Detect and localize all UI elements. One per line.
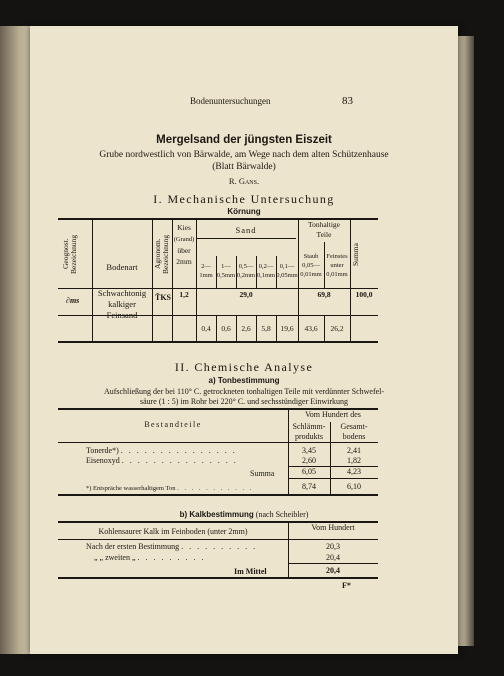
section-mechanical-heading: I. Mechanische Untersuchung — [153, 192, 335, 206]
cell-kies: 1,2 — [179, 290, 189, 299]
footnote-a: 8,74 — [302, 482, 316, 491]
row-eisenoxyd-a: 2,60 — [302, 456, 316, 465]
sand-divider — [196, 315, 296, 316]
mean-value: 20,4 — [326, 566, 340, 575]
footnote-b: 6,10 — [347, 482, 361, 491]
page-number: 83 — [342, 95, 353, 107]
col-header-summa: Summa — [351, 243, 360, 267]
sand-range-4: 0,2— 0,1mm — [256, 263, 276, 279]
col-header-sand: Sand — [235, 225, 257, 235]
page-title: Mergelsand der jüngsten Eiszeit — [156, 134, 332, 146]
book-page — [30, 26, 458, 654]
section-koernung-heading: Körnung — [227, 207, 261, 216]
col-header-kalk: Kohlensaurer Kalk im Feinboden (unter 2mm) — [98, 527, 248, 536]
sand-range-5: 0,1— 0,05mm — [276, 263, 298, 279]
cell-feinstes-value: 26,2 — [330, 324, 344, 333]
col-header-kies: Kies (Grand) über 2mm — [173, 223, 195, 266]
cell-geognost: ∂ms — [66, 296, 80, 305]
row-second-determination: „ „ zweiten „ . . . . . . . . . — [94, 553, 206, 562]
footnote: *) Entspräche wasserhaltigem Ton . . . . . . . . . . . — [86, 485, 254, 492]
cell-summa: 100,0 — [355, 290, 373, 299]
col-header-bodenart: Bodenart — [106, 262, 138, 272]
cell-sand-value-1: 0,4 — [201, 324, 211, 333]
signature-mark: F* — [342, 581, 351, 590]
cell-agronom: ŤKS — [155, 293, 172, 302]
sand-range-3: 0,5— 0,2mm — [236, 263, 256, 279]
sand-range-1: 2— 1mm — [199, 263, 213, 279]
col-header-agronom: Agronom. Bezeichnung — [153, 234, 170, 274]
summa-label: Summa — [250, 469, 275, 478]
cell-ton-total: 69,8 — [317, 290, 331, 299]
cell-sand-value-4: 5,8 — [261, 324, 271, 333]
cell-sand-total: 29,0 — [239, 290, 253, 299]
row-second-value: 20,4 — [326, 553, 340, 562]
col-header-bestandteile: Bestandteile — [144, 420, 202, 429]
row-tonerde-label: Tonerde*) . . . . . . . . . . . . . . . — [86, 446, 237, 455]
author: R. Gans. — [228, 176, 260, 186]
col-header-schlaemm: Schlämm- produkts — [292, 422, 326, 441]
col-header-geognost: Geognost. Bezeichnung — [61, 234, 78, 274]
summa-a: 6,05 — [302, 467, 316, 476]
row-first-determination: Nach der ersten Bestimmung . . . . . . . . . . — [86, 542, 258, 551]
row-eisenoxyd-label: Eisenoxyd . . . . . . . . . . . . . . . — [86, 456, 238, 465]
cell-sand-value-3: 2,6 — [241, 324, 251, 333]
col-header-gesamt: Gesamt- bodens — [340, 422, 368, 441]
row-eisenoxyd-b: 1,82 — [347, 456, 361, 465]
method-note-line-1: Aufschließung der bei 110° C. getrockneten tonhaltigen Teile mit verdünnter Schwefel- — [103, 387, 385, 396]
col-header-vom-hundert-kalk: Vom Hundert — [311, 523, 355, 532]
method-note-line-2: säure (1 : 5) im Rohr bei 220° C. und sechsstündiger Einwirkung — [139, 397, 349, 406]
section-chemical-heading: II. Chemische Analyse — [174, 360, 314, 374]
col-header-staub: Staub 0,05— 0,01mm — [300, 253, 322, 278]
cell-sand-value-2: 0,6 — [221, 324, 231, 333]
section-tonbestimmung-heading: a) Tonbestimmung — [208, 376, 280, 385]
cell-staub-value: 43,6 — [304, 324, 318, 333]
running-title: Bodenuntersuchungen — [190, 96, 271, 106]
subtitle-location: Grube nordwestlich von Bärwalde, am Wege nach dem alten Schützenhause — [99, 150, 389, 160]
summa-b: 4,23 — [347, 467, 361, 476]
col-header-feinstes: Feinstes unter 0,01mm — [326, 253, 348, 278]
row-first-value: 20,3 — [326, 542, 340, 551]
cell-bodenart: Schwachtonig kalkiger Feinsand — [97, 288, 147, 320]
sand-range-2: 1— 0,5mm — [216, 263, 236, 279]
subtitle-sheet: (Blatt Bärwalde) — [212, 162, 276, 172]
col-header-tonhaltige: Tonhaltige Teile — [308, 220, 340, 239]
mean-label: Im Mittel — [234, 567, 267, 576]
left-page-edge — [0, 26, 32, 654]
col-header-vom-hundert: Vom Hundert des — [305, 410, 361, 419]
row-tonerde-b: 2,41 — [347, 446, 361, 455]
cell-sand-value-5: 19,6 — [280, 324, 294, 333]
row-tonerde-a: 3,45 — [302, 446, 316, 455]
section-kalkbestimmung-heading: b) Kalkbestimmung (nach Scheibler) — [179, 510, 309, 519]
